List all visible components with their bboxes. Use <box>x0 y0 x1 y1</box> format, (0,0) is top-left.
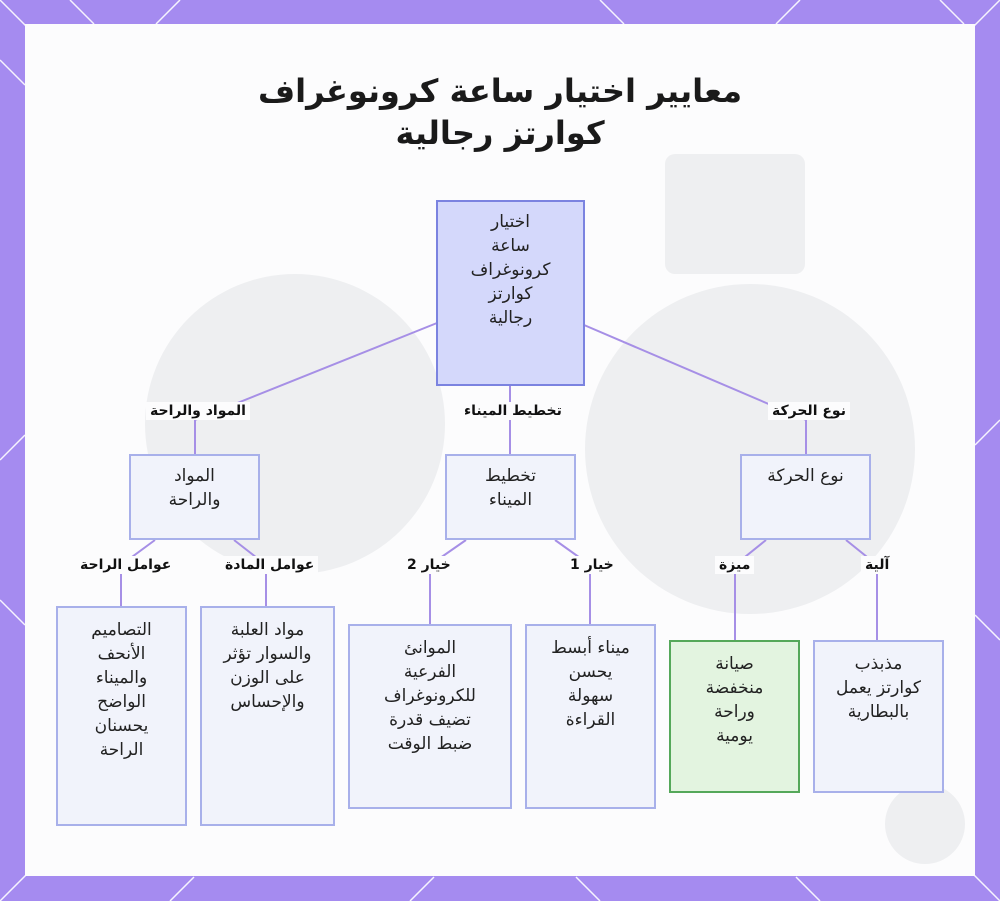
node-advantage <box>669 640 800 793</box>
node-subdials-label: الموانئ الفرعية للكرونوغراف تضيف قدرة ضبط الوقت <box>384 638 476 754</box>
edge-root-materials <box>195 323 437 454</box>
edge-dial-subdials <box>430 540 466 624</box>
edge-label-option2: خيار 2 <box>403 556 455 574</box>
diagram-title-line1: معايير اختيار ساعة كرونوغراف <box>257 72 743 110</box>
node-subdials <box>348 624 512 809</box>
node-advantage-label: صيانة منخفضة وراحة يومية <box>705 654 764 746</box>
edge-root-movement <box>584 325 806 454</box>
edge-label-option1: خيار 1 <box>566 556 618 574</box>
node-mechanism-label: مذبذب كوارتز يعمل بالبطارية <box>836 654 921 722</box>
edge-label-dial: تخطيط الميناء <box>460 402 566 420</box>
node-dial-label: تخطيط الميناء <box>485 466 536 510</box>
node-material-factors-label: مواد العلبة والسوار تؤثر على الوزن والإحساس <box>223 620 312 712</box>
edge-label-comfort-factors: عوامل الراحة <box>76 556 175 574</box>
edge-movement-advantage <box>735 540 766 640</box>
edge-movement-mechanism <box>846 540 877 640</box>
edge-label-materials: المواد والراحة <box>146 402 250 420</box>
node-comfort-factors <box>56 606 187 826</box>
edge-label-material-factors: عوامل المادة <box>221 556 318 574</box>
edge-dial-simple <box>555 540 590 624</box>
node-mechanism <box>813 640 944 793</box>
node-comfort-factors-label: التصاميم الأنحف والميناء الواضح يحسنان الراحة <box>91 620 152 760</box>
node-material-factors <box>200 606 335 826</box>
node-movement <box>740 454 871 540</box>
node-simple-dial <box>525 624 656 809</box>
node-materials <box>129 454 260 540</box>
diagram-title-line2: كوارتز رجالية <box>395 114 605 152</box>
node-root <box>436 200 585 386</box>
edge-label-mechanism: آلية <box>861 556 893 574</box>
edge-label-movement: نوع الحركة <box>768 402 850 420</box>
node-movement-label: نوع الحركة <box>767 466 844 486</box>
node-root-label: اختيار ساعة كرونوغراف كوارتز رجالية <box>470 212 551 328</box>
node-materials-label: المواد والراحة <box>168 466 221 510</box>
node-simple-dial-label: ميناء أبسط يحسن سهولة القراءة <box>551 638 630 730</box>
edge-label-advantage: ميزة <box>715 556 754 574</box>
node-dial <box>445 454 576 540</box>
